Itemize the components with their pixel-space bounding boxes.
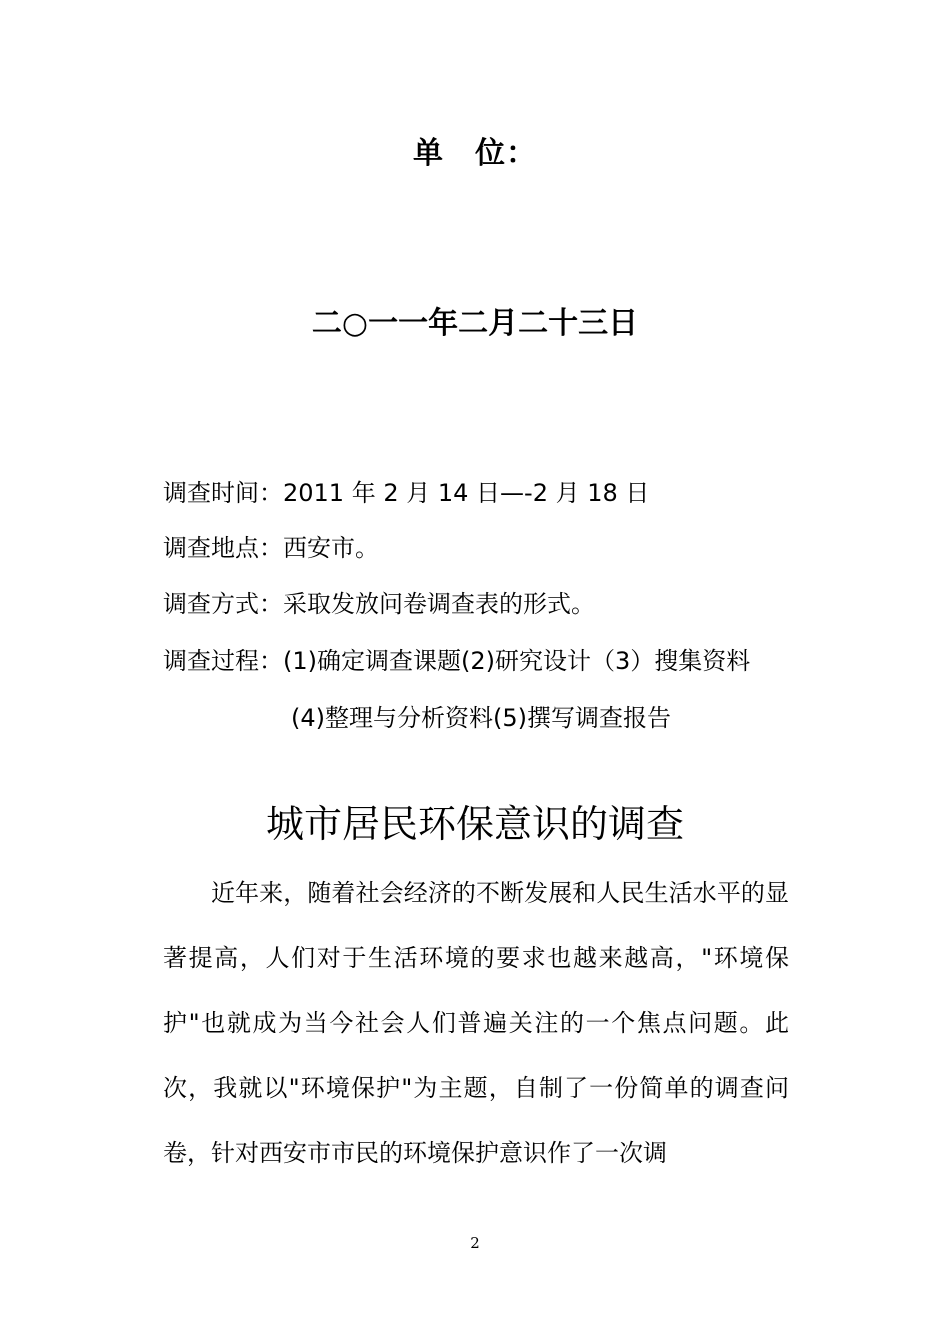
- report-paragraph: 近年来，随着社会经济的不断发展和人民生活水平的显著提高，人们对于生活环境的要求也越来越高，"环境保护"也就成为当今社会人们普遍关注的一个焦点问题。此次，我就以"环境保护"为主题，自制了一份简单的调查问卷，针对西安市市民的环境保护意识作了一次调: [163, 879, 789, 1167]
- report-title: 城市居民环保意识的调查: [265, 802, 684, 846]
- cover-date: 二○一一年二月二十三日: [311, 306, 639, 341]
- page-number: 2: [470, 1234, 480, 1252]
- survey-process: 调查过程：(1)确定调查课题(2)研究设计（3）搜集资料: [163, 647, 751, 675]
- survey-place: 调查地点：西安市。: [163, 534, 379, 562]
- survey-method: 调查方式：采取发放问卷调查表的形式。: [163, 590, 595, 618]
- survey-time: 调查时间：2011 年 2 月 14 日—-2 月 18 日: [163, 479, 650, 507]
- unit-label: 单 位：: [413, 136, 537, 171]
- survey-process-continued: (4)整理与分析资料(5)撰写调查报告: [291, 704, 671, 732]
